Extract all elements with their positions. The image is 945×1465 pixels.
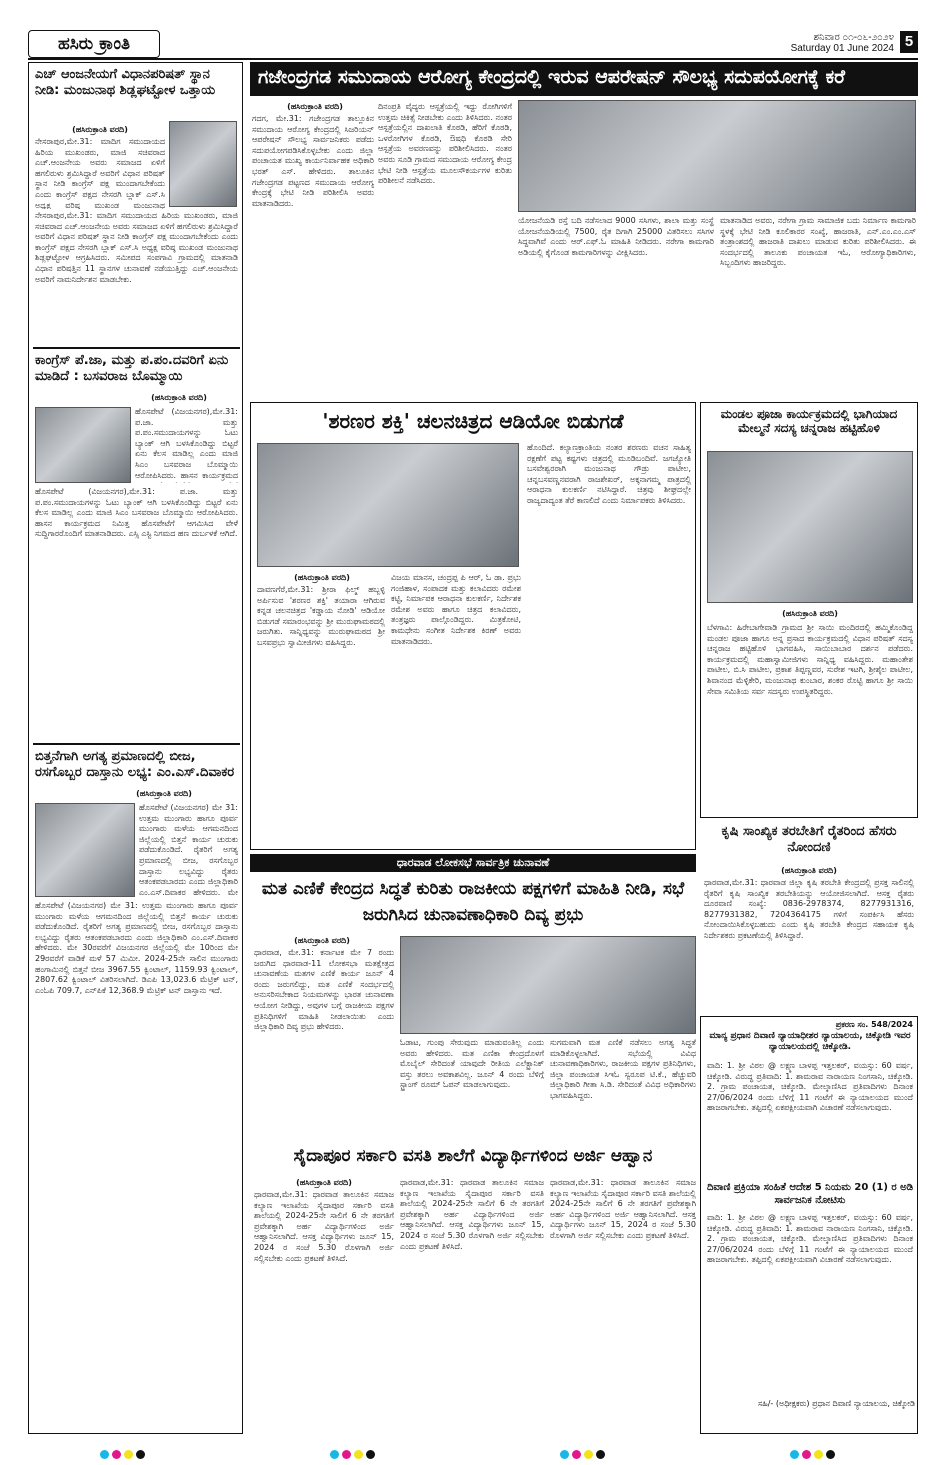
article-election-body-2: ಓಡಾಟ, ಗುಂಪು ಸೇರುವುದು ಮಾಡುವಂತಿಲ್ಲ ಎಂದು ಅವರು ಹೇಳಿದರು. ಮತ ಎಣಿಕಾ ಕೇಂದ್ರದೊಳಗೆ ಮೊಬೈಲ್ ಸೇರಿದಂತೆ ಯಾವುದೇ ರೀತಿಯ ಎಲೆಕ್ಟ್ರಾನಿಕ್ ವಸ್ತು ತರಲು ಅವಕಾಶವಿಲ್ಲ. ಜೂನ್ 4 ರಂದು ಬೆಳಿಗ್ಗೆ ಸ್ಟ್ರಾಂಗ್ ರೂಮ್ ಓಪನ್ ಮಾಡಲಾಗುವುದು. [400, 1038, 544, 1090]
masthead-date [791, 32, 894, 54]
black-dot [136, 1450, 145, 1459]
article-film-headline: 'ಶರಣರ ಶಕ್ತಿ' ಚಲನಚಿತ್ರದ ಆಡಿಯೋ ಬಿಡುಗಡೆ [322, 409, 624, 433]
case-number: ಪ್ರಕರಣ ಸಂ. 548/2024 [835, 1020, 913, 1029]
article-gajendragad-body-3: ಯೋಜನೆಯಡಿ ರಸ್ತೆ ಬದಿ ನಡೆಸಲಾದ 9000 ಸಸಿಗಳು, ಶಾಲಾ ಮತ್ತು ಸಂಸ್ಥೆ ಯೋಜನೆಯಡಿಯಲ್ಲಿ 7500, ರೈತ ದಿಗಾಗಿ 25000 ವಿತರಿಸಲು ಸಸಿಗಳ ಸಿದ್ದವಾಗಿವೆ ಎಂದು ಆರ್.ಎಫ್.ಓ ಮಾಹಿತಿ ನೀಡಿದರು. ನರೇಗಾ ಕಾಮಗಾರಿ ಅಡಿಯಲ್ಲಿ ಕೈಗೊಂಡ ಕಾಮಗಾರಿಗಳನ್ನು ವೀಕ್ಷಿಸಿದರು. [518, 216, 714, 257]
yellow-dot [814, 1450, 823, 1459]
article-seed-byline: (ಹಸಿರುಕ್ರಾಂತಿ ವರದಿ) [136, 789, 192, 798]
color-registration-marks [560, 1450, 605, 1459]
article-seed-headline: ಬಿತ್ತನೆಗಾಗಿ ಅಗತ್ಯ ಪ್ರಮಾಣದಲ್ಲಿ ಬೀಜ, ರಸಗೊಬ್ಬರ ದಾಸ್ತಾನು ಲಭ್ಯ: ಎಂ.ಎಸ್.ದಿವಾಕರ [35, 749, 235, 780]
yellow-dot [354, 1450, 363, 1459]
article-election-kicker: ಧಾರವಾಡ ಲೋಕಸಭೆ ಸಾರ್ವತ್ರಿಕ ಚುನಾವಣೆ [250, 854, 696, 872]
date-english: Saturday 01 June 2024 [790, 43, 894, 54]
article-gajendragad-byline: (ಹಸಿರುಕ್ರಾಂತಿ ವರದಿ) [287, 102, 343, 111]
cyan-dot [790, 1450, 799, 1459]
article-anjaneya-body-cont: ನೇಸರಾಪುರ,ಮೇ.31: ಮಾದಿಗ ಸಮುದಾಯದ ಹಿರಿಯ ಮುಖಂಡರು, ಮಾಜಿ ಸಚಿವರಾದ ಎಚ್.ಆಂಜನೇಯ ಅವರು ಸಮಾಜದ ಏಳಿಗೆ ಹಗಲಿರುಳು ಶ್ರಮಿಸಿದ್ದಾರೆ ಅವರಿಗೆ ವಿಧಾನ ಪರಿಷತ್ ಸ್ಥಾನ ನೀಡಿ ಕಾಂಗ್ರೆಸ್ ಪಕ್ಷ ಮುಂದಾಗಬೇಕೆಂದು ಎಂದು ಕಾಂಗ್ರೆಸ್ ಪಕ್ಷದ ನೇಸರಗಿ ಬ್ಲಾಕ್ ಎಸ್.ಸಿ ಅಧ್ಯಕ್ಷ ವರಿಷ್ಠ ಮುಖಂಡ ಮಂಜುನಾಥ ಶಿಡ್ಲಘಟ್ಟೋಳ ಆಗ್ರಹಿಸಿದರು. ಸಮೀಪದ ಸಂಪಗಾವಿ ಗ್ರಾಮದಲ್ಲಿ ಮಾತನಾಡಿ ವಿಧಾನ ಪರಿಷತ್ತಿನ 11 ಸ್ಥಾನಗಳ ಚುನಾವಣೆ ನಡೆಯುತ್ತಿದ್ದು ಎಚ್.ಆಂಜನೇಯ ಅವರಿಗೆ ನಾಮನಿರ್ದೇಶನ ಮಾಡಬೇಕು. [35, 211, 238, 284]
article-hostel-headline: ಸೈದಾಪೂರ ಸರ್ಕಾರಿ ವಸತಿ ಶಾಲೆಗೆ ವಿದ್ಯಾರ್ಥಿಗಳಿಂದ ಅರ್ಜಿ ಆಹ್ವಾನ [293, 1146, 653, 1166]
election-meeting-photo [400, 936, 696, 1034]
article-anjaneya-headline: ಎಚ್ ಆಂಜನೇಯಗೆ ವಿಧಾನಪರಿಷತ್ ಸ್ಥಾನ ನೀಡಿ: ಮಂಜುನಾಥ ಶಿಡ್ಲಘಟ್ಟೋಳ ಒತ್ತಾಯ [35, 67, 216, 98]
court-notice-parties: ವಾದಿ: 1. ಶ್ರೀ ವಿಠಲ @ ಲಕ್ಷ್ಮಣ ಬಾಳಪ್ಪ ಇತ್ತಲಕರ್, ವಯಸ್ಸು: 60 ವರ್ಷ, ಚಿಕ್ಕೋಡಿ. ವಿರುದ್ಧ ಪ್ರತಿವಾದಿ: 1. ಶಾಮರಾವ ನಾರಾಯಣ ನಿಂಗಸಾನಿ, ಚಿಕ್ಕೋಡಿ. 2. ಗ್ರಾಮ ಪಂಚಾಯತ, ಚಿಕ್ಕೋಡಿ. ಮೇಲ್ಕಾಣಿಸಿದ ಪ್ರತಿವಾದಿಗಳು ದಿನಾಂಕ 27/06/2024 ರಂದು ಬೆಳಿಗ್ಗೆ 11 ಗಂಟೆಗೆ ಈ ನ್ಯಾಯಾಲಯದ ಮುಂದೆ ಹಾಜರಾಗಬೇಕು. ತಪ್ಪಿದಲ್ಲಿ ಏಕಪಕ್ಷೀಯವಾಗಿ ವಿಚಾರಣೆ ನಡೆಸಲಾಗುವುದು. [707, 1061, 913, 1113]
divider [33, 743, 240, 745]
divider [33, 347, 240, 349]
article-hostel [250, 1142, 696, 1434]
article-bommai-body: ಹೊಸಪೇಟೆ (ವಿಜಯನಗರ),ಮೇ.31: ಪ.ಜಾ. ಮತ್ತು ಪ.ಪಂ.ಸಮುದಾಯಗಳನ್ನು ಓಟು ಬ್ಯಾಂಕ್ ಆಗಿ ಬಳಸಿಕೊಂಡಿದ್ದು ಬಿಟ್ಟರೆ ಏನು ಕೆಲಸ ಮಾಡಿಲ್ಲ ಎಂದು ಮಾಜಿ ಸಿಎಂ ಬಸವರಾಜ ಬೊಮ್ಮಾಯಿ ಆರೋಪಿಸಿದರು. ಹಾಸನ ಕಾರ್ಯಕ್ರಮದ [135, 407, 238, 480]
article-election-byline: (ಹಸಿರುಕ್ರಾಂತಿ ವರದಿ) [294, 936, 350, 945]
banner-headline: ಗಜೇಂದ್ರಗಡ ಸಮುದಾಯ ಆರೋಗ್ಯ ಕೇಂದ್ರದಲ್ಲಿ ಇರುವ ಆಪರೇಷನ್ ಸೌಲಭ್ಯ ಸದುಪಯೋಗಕ್ಕೆ ಕರೆ [250, 62, 918, 96]
article-election [250, 854, 696, 1138]
black-dot [366, 1450, 375, 1459]
article-film-body-1: ದಾವಣಗೆರೆ,ಮೇ.31: ಶ್ರೀರಾ ಫಿಲ್ಮ್ ಹಬ್ಬಳ್ಳಿ ಅರ್ಪಿಸುವ 'ಶರಣರ ಶಕ್ತಿ' ತಯಾರಾ ಆಗಿರುವ ಕನ್ನಡ ಚಲನಚಿತ್ರದ 'ಕಡ್ಡಾಯ ನೋಡಿ' ಆಡಿಯೋ ಬಿಡುಗಡೆ ಸಮಾರಂಭವನ್ನು ಶ್ರೀ ಮುರುಘಾಮಠದಲ್ಲಿ ಜರುಗಿತು. ಸಾನ್ನಿಧ್ಯವನ್ನು ಮುರುಘಾಮಠದ ಶ್ರೀ ಬಸವಪ್ರಭು ಸ್ವಾಮೀಜಿಗಳು ವಹಿಸಿದ್ದರು. [257, 585, 385, 647]
health-centre-group-photo [518, 100, 916, 212]
color-registration-marks [100, 1450, 145, 1459]
article-hostel-body-1: ಧಾರವಾಡ,ಮೇ.31: ಧಾರವಾಡ ತಾಲೂಕಿನ ಸಮಾಜ ಕಲ್ಯಾಣ ಇಲಾಖೆಯ ಸೈದಾಪೂರ ಸರ್ಕಾರಿ ವಸತಿ ಶಾಲೆಯಲ್ಲಿ 2024-25ನೇ ಸಾಲಿಗೆ 6 ನೇ ತರಗತಿಗೆ ಪ್ರವೇಶಕ್ಕಾಗಿ ಅರ್ಹ ವಿದ್ಯಾರ್ಥಿಗಳಿಂದ ಅರ್ಜಿ ಆಹ್ವಾನಿಸಲಾಗಿದೆ. ಆಸಕ್ತ ವಿದ್ಯಾರ್ಥಿಗಳು ಜೂನ್ 15, 2024 ರ ಸಂಜೆ 5.30 ರೊಳಗಾಗಿ ಅರ್ಜಿ ಸಲ್ಲಿಸಬೇಕು ಎಂದು ಪ್ರಕಟಣೆ ತಿಳಿಸಿದೆ. [254, 1190, 394, 1263]
bommai-photo [35, 407, 131, 483]
article-film [250, 402, 696, 850]
left-column [28, 62, 243, 1434]
article-mandala-byline: (ಹಸಿರುಕ್ರಾಂತಿ ವರದಿ) [782, 609, 838, 618]
article-election-body-3: ಸುಗಮವಾಗಿ ಮತ ಎಣಿಕೆ ನಡೆಸಲು ಅಗತ್ಯ ಸಿದ್ಧತೆ ಮಾಡಿಕೊಳ್ಳಲಾಗಿದೆ. ಸಭೆಯಲ್ಲಿ ವಿವಿಧ ಚುನಾವಣಾಧಿಕಾರಿಗಳು, ರಾಜಕೀಯ ಪಕ್ಷಗಳ ಪ್ರತಿನಿಧಿಗಳು, ಜಿಲ್ಲಾ ಪಂಚಾಯತ ಸಿಇಓ ಸ್ವರೂಪ ಟಿ.ಕೆ., ಹೆಚ್ಚುವರಿ ಜಿಲ್ಲಾಧಿಕಾರಿ ಗೀತಾ ಸಿ.ಡಿ. ಸೇರಿದಂತೆ ವಿವಿಧ ಅಧಿಕಾರಿಗಳು ಭಾಗವಹಿಸಿದ್ದರು. [550, 1038, 696, 1100]
mandala-puja-photo [707, 451, 913, 603]
magenta-dot [112, 1450, 121, 1459]
article-seed-body: ಹೊಸಪೇಟೆ (ವಿಜಯನಗರ) ಮೇ 31: ಉತ್ತಮ ಮುಂಗಾರು ಹಾಗೂ ಪೂರ್ವ ಮುಂಗಾರು ಮಳೆಯ ಆಗಮನದಿಂದ ಜಿಲ್ಲೆಯಲ್ಲಿ ಬಿತ್ತನೆ ಕಾರ್ಯ ಚುರುಕು ಪಡೆದುಕೊಂಡಿದೆ. ರೈತರಿಗೆ ಅಗತ್ಯ ಪ್ರಮಾಣದಲ್ಲಿ ಬೀಜ, ರಸಗೊಬ್ಬರ ದಾಸ್ತಾನು ಲಭ್ಯವಿದ್ದು ರೈತರು ಆತಂಕಪಡಬಾರದು ಎಂದು ಜಿಲ್ಲಾಧಿಕಾರಿ ಎಂ.ಎಸ್.ದಿವಾಕರ ಹೇಳಿದರು. ಮೇ [139, 803, 238, 897]
court-name: ಮಾನ್ಯ ಪ್ರಧಾನ ದಿವಾಣಿ ನ್ಯಾಯಾಧೀಶರ ನ್ಯಾಯಾಲಯ, ಚಿಕ್ಕೋಡಿ ಇವರ ನ್ಯಾಯಾಲಯದಲ್ಲಿ ಚಿಕ್ಕೋಡಿ. [709, 1031, 911, 1052]
article-bommai-headline: ಕಾಂಗ್ರೆಸ್ ಪೆ.ಜಾ, ಮತ್ತು ಪ.ಪಂ.ದವರಿಗೆ ಏನು ಮಾಡಿದೆ : ಬಸವರಾಜ ಬೊಮ್ಮಾಯಿ [35, 353, 229, 384]
court-notice-order: ದಿವಾಣಿ ಪ್ರಕ್ರಿಯಾ ಸಂಹಿತೆ ಆದೇಶ 5 ನಿಯಮ 20 (1) ರ ಅಡಿ ಸಾರ್ವಜನಿಕ ನೋಟಿಸು [706, 1182, 914, 1206]
article-film-body-2: ವಿಜಯ ಮಾನಸ, ಚಂದ್ರಪ್ಪ ಪಿ ಆರ್, ಓ ಡಾ. ಪ್ರಭು ಗಂಜಿಹಾಳ, ಸಂಪಾದಕ ಮತ್ತು ಕಲಾವಿದರು ರಮೇಶ ಕಟ್ಟಿ, ನಿರ್ಮಾಪಕ ಆರಾಧನಾ ಕುಲಕರ್ಣಿ, ನಿರ್ದೇಶಕ ರಮೇಶ ಅವರು ಹಾಗೂ ಚಿತ್ರದ ಕಲಾವಿದರು, ತಂತ್ರಜ್ಞರು ಪಾಲ್ಗೊಂಡಿದ್ದರು. ಮಿತ್ರಕೋಟಿ, ಕಾಮಧೇನು ಸಂಗೀತ ನಿರ್ದೇಶಕ ಕಿರಣ್ ಅವರು ಮಾತನಾಡಿದರು. [391, 573, 521, 646]
article-bommai-byline: (ಹಸಿರುಕ್ರಾಂತಿ ವರದಿ) [151, 393, 207, 402]
color-registration-marks [330, 1450, 375, 1459]
court-notice-body: ವಾದಿ: 1. ಶ್ರೀ ವಿಠಲ @ ಲಕ್ಷ್ಮಣ ಬಾಳಪ್ಪ ಇತ್ತಲಕರ್, ವಯಸ್ಸು: 60 ವರ್ಷ, ಚಿಕ್ಕೋಡಿ. ವಿರುದ್ಧ ಪ್ರತಿವಾದಿ: 1. ಶಾಮರಾವ ನಾರಾಯಣ ನಿಂಗಸಾನಿ, ಚಿಕ್ಕೋಡಿ. 2. ಗ್ರಾಮ ಪಂಚಾಯತ, ಚಿಕ್ಕೋಡಿ. ಮೇಲ್ಕಾಣಿಸಿದ ಪ್ರತಿವಾದಿಗಳು ದಿನಾಂಕ 27/06/2024 ರಂದು ಬೆಳಿಗ್ಗೆ 11 ಗಂಟೆಗೆ ಈ ನ್ಯಾಯಾಲಯದ ಮುಂದೆ ಹಾಜರಾಗಬೇಕು. ತಪ್ಪಿದಲ್ಲಿ ಏಕಪಕ್ಷೀಯವಾಗಿ ವಿಚಾರಣೆ ನಡೆಸಲಾಗುವುದು. [707, 1213, 913, 1265]
article-agri [700, 822, 918, 1012]
color-registration-marks [790, 1450, 835, 1459]
magenta-dot [572, 1450, 581, 1459]
article-gajendragad [250, 98, 918, 398]
article-gajendragad-body-4: ಮಾತನಾಡಿದ ಅವರು, ನರೇಗಾ ಗ್ರಾಮ ಸಾಮಾಜಿಕ ಬದು ನಿರ್ಮಾಣ ಕಾಮಗಾರಿ ಸ್ಥಳಕ್ಕೆ ಭೇಟಿ ನೀಡಿ ಕೂಲಿಕಾರರ ಸಂಖ್ಯೆ, ಹಾಜರಾತಿ, ಎನ್.ಎಂ.ಎಂ.ಎಸ್ ತಂತ್ರಾಂಶದಲ್ಲಿ ಹಾಜರಾತಿ ದಾಖಲು ಮಾಡುವ ಕುರಿತು ಪರಿಶೀಲಿಸಿದರು. ಈ ಸಂದರ್ಭದಲ್ಲಿ ತಾಲೂಕು ಪಂಚಾಯತ ಇಓ, ಆರೋಗ್ಯಾಧಿಕಾರಿಗಳು, ಸಿಬ್ಬಂದಿಗಳು ಹಾಜರಿದ್ದರು. [720, 216, 916, 268]
masthead [28, 28, 918, 60]
article-bommai-body-cont: ಹೊಸಪೇಟೆ (ವಿಜಯನಗರ),ಮೇ.31: ಪ.ಜಾ. ಮತ್ತು ಪ.ಪಂ.ಸಮುದಾಯಗಳನ್ನು ಓಟು ಬ್ಯಾಂಕ್ ಆಗಿ ಬಳಸಿಕೊಂಡಿದ್ದು ಬಿಟ್ಟರೆ ಏನು ಕೆಲಸ ಮಾಡಿಲ್ಲ ಎಂದು ಮಾಜಿ ಸಿಎಂ ಬಸವರಾಜ ಬೊಮ್ಮಾಯಿ ಆರೋಪಿಸಿದರು. ಹಾಸನ ಕಾರ್ಯಕ್ರಮದ ನಿಮಿತ್ತ ಹೊಸಪೇಟೆಗೆ ಆಗಮಿಸಿದ ವೇಳೆ ಸುದ್ದಿಗಾರರೊಂದಿಗೆ ಮಾತನಾಡಿದರು. ಎಸ್ಸಿ ಎಸ್ಟಿ ನಿಗಮದ ಹಣ ದುರ್ಬಳಕೆ ಆಗಿದೆ. [35, 487, 238, 539]
cyan-dot [100, 1450, 109, 1459]
article-film-body-3: ಹೊಂದಿದೆ. ಕಲ್ಯಾಣಕ್ರಾಂತಿಯ ನಂತರ ಶರಣರು ವಚನ ಸಾಹಿತ್ಯ ರಕ್ಷಣೆಗೆ ಪಟ್ಟ ಕಷ್ಟಗಳು ಚಿತ್ರದಲ್ಲಿ ಮೂಡಿಬಂದಿವೆ. ಜಗಜ್ಯೋತಿ ಬಸವೇಶ್ವರರಾಗಿ ಮಂಜುನಾಥ ಗೌಡ್ರು ಪಾಟೀಲ, ಚನ್ನಬಸವಣ್ಣನವರಾಗಿ ರಾಜಶೇಖರ್, ಅಕ್ಕನಾಗಮ್ಮ ಪಾತ್ರದಲ್ಲಿ ಆರಾಧನಾ ಕುಲಕರ್ಣಿ ನಟಿಸಿದ್ದಾರೆ. ಚಿತ್ರವು ಶೀಘ್ರದಲ್ಲೇ ರಾಜ್ಯದಾದ್ಯಂತ ತೆರೆ ಕಾಣಲಿದೆ ಎಂದು ನಿರ್ಮಾಪಕರು ತಿಳಿಸಿದರು. [527, 443, 691, 505]
black-dot [596, 1450, 605, 1459]
film-launch-photo [257, 443, 519, 567]
yellow-dot [124, 1450, 133, 1459]
article-anjaneya-body: ನೇಸರಾಪುರ,ಮೇ.31: ಮಾದಿಗ ಸಮುದಾಯದ ಹಿರಿಯ ಮುಖಂಡರು, ಮಾಜಿ ಸಚಿವರಾದ ಎಚ್.ಆಂಜನೇಯ ಅವರು ಸಮಾಜದ ಏಳಿಗೆ ಹಗಲಿರುಳು ಶ್ರಮಿಸಿದ್ದಾರೆ ಅವರಿಗೆ ವಿಧಾನ ಪರಿಷತ್ ಸ್ಥಾನ ನೀಡಿ ಕಾಂಗ್ರೆಸ್ ಪಕ್ಷ ಮುಂದಾಗಬೇಕೆಂದು ಎಂದು ಕಾಂಗ್ರೆಸ್ ಪಕ್ಷದ ನೇಸರಗಿ ಬ್ಲಾಕ್ ಎಸ್.ಸಿ ಅಧ್ಯಕ್ಷ ವರಿಷ್ಠ ಮುಖಂಡ ಮಂಜುನಾಥ [35, 137, 165, 209]
magenta-dot [342, 1450, 351, 1459]
article-election-body-1: ಧಾರವಾಡ, ಮೇ.31: ಕರ್ನಾಟಕ ಮೇ 7 ರಂದು ಜರುಗಿದ ಧಾರವಾಡ-11 ಲೋಕಸಭಾ ಮತಕ್ಷೇತ್ರದ ಚುನಾವಣೆಯ ಮತಗಳ ಎಣಿಕೆ ಕಾರ್ಯ ಜೂನ್ 4 ರಂದು ಜರುಗಲಿದ್ದು, ಮತ ಎಣಿಕೆ ಸಂದರ್ಭದಲ್ಲಿ ಅನುಸರಿಸಬೇಕಾದ ನಿಯಮಗಳನ್ನು ಭಾರತ ಚುನಾವಣಾ ಆಯೋಗ ನೀಡಿದ್ದು, ಅವುಗಳ ಬಗ್ಗೆ ರಾಜಕೀಯ ಪಕ್ಷಗಳ ಪ್ರತಿನಿಧಿಗಳಿಗೆ ಮಾಹಿತಿ ನೀಡಲಾಯಿತು ಎಂದು ಜಿಲ್ಲಾಧಿಕಾರಿ ದಿವ್ಯ ಪ್ರಭು ಹೇಳಿದರು. [254, 948, 394, 1032]
article-hostel-body-3: ಧಾರವಾಡ,ಮೇ.31: ಧಾರವಾಡ ತಾಲೂಕಿನ ಸಮಾಜ ಕಲ್ಯಾಣ ಇಲಾಖೆಯ ಸೈದಾಪೂರ ಸರ್ಕಾರಿ ವಸತಿ ಶಾಲೆಯಲ್ಲಿ 2024-25ನೇ ಸಾಲಿಗೆ 6 ನೇ ತರಗತಿಗೆ ಪ್ರವೇಶಕ್ಕಾಗಿ ಅರ್ಹ ವಿದ್ಯಾರ್ಥಿಗಳಿಂದ ಅರ್ಜಿ ಆಹ್ವಾನಿಸಲಾಗಿದೆ. ಆಸಕ್ತ ವಿದ್ಯಾರ್ಥಿಗಳು ಜೂನ್ 15, 2024 ರ ಸಂಜೆ 5.30 ರೊಳಗಾಗಿ ಅರ್ಜಿ ಸಲ್ಲಿಸಬೇಕು ಎಂದು ಪ್ರಕಟಣೆ ತಿಳಿಸಿದೆ. [550, 1178, 696, 1240]
person-photo [169, 121, 237, 207]
article-agri-headline: ಕೃಷಿ ಸಾಂಖ್ಯಿಕ ತರಬೇತಿಗೆ ರೈತರಿಂದ ಹೆಸರು ನೋಂದಣಿ [721, 824, 897, 855]
black-dot [826, 1450, 835, 1459]
article-gajendragad-body-2: ದಿನಂಪ್ರತಿ ವೈದ್ಯರು ಆಸ್ಪತ್ರೆಯಲ್ಲಿ ಇದ್ದು ರೋಗಿಗಳಿಗೆ ಉತ್ತಮ ಚಿಕಿತ್ಸೆ ನೀಡಬೇಕು ಎಂದು ತಿಳಿಸಿದರು. ನಂತರ ಆಸ್ಪತ್ರೆಯಲ್ಲಿನ ದಾಖಲಾತಿ ಕೊಠಡಿ, ಹೆರಿಗೆ ಕೊಠಡಿ, ಒಳರೋಗಿಗಳ ಕೊಠಡಿ, ಔಷಧಿ ಕೊಠಡಿ ಸೇರಿ ಆಸ್ಪತ್ರೆಯ ಅವರಣವನ್ನು ಪರಿಶೀಲಿಸಿದರು. ನಂತರ ಅವರು ಸೂಡಿ ಗ್ರಾಮದ ಸಮುದಾಯ ಆರೋಗ್ಯ ಕೇಂದ್ರ ಭೇಟಿ ನೀಡಿ ಆಸ್ಪತ್ರೆಯ ಮೂಲಸೌಕರ್ಯಗಳ ಕುರಿತು ಪರಿಶೀಲನೆ ನಡೆಸಿದರು. [378, 102, 512, 186]
article-gajendragad-body-1: ಗದಗ, ಮೇ.31: ಗಜೇಂದ್ರಗಡ ತಾಲ್ಲೂಕಿನ ಸಮುದಾಯ ಆರೋಗ್ಯ ಕೇಂದ್ರದಲ್ಲಿ ಸಿಜರಿಯನ್ ಆಪರೇಷನ್ ಸೌಲಭ್ಯ ಸಾರ್ವಜನಿಕರು ಪಡೆದು ಸದುಪಯೋಗಪಡಿಸಿಕೊಳ್ಳಬೇಕು ಎಂದು ಜಿಲ್ಲಾ ಪಂಚಾಯತ ಮುಖ್ಯ ಕಾರ್ಯನಿರ್ವಾಹಕ ಅಧಿಕಾರಿ ಭರತ್ ಎಸ್. ಹೇಳಿದರು. ತಾಲೂಕಿನ ಗಜೇಂದ್ರಗಡ ಪಟ್ಟಣದ ಸಮುದಾಯ ಆರೋಗ್ಯ ಕೇಂದ್ರಕ್ಕೆ ಭೇಟಿ ನೀಡಿ ಪರಿಶೀಲಿಸಿ ಅವರು ಮಾತನಾಡಿದರು. [252, 114, 374, 208]
court-notice [700, 1016, 918, 1434]
court-notice-signature: ಸಹಿ/- (ಅಧೀಕ್ಷಕರು) ಪ್ರಧಾನ ದಿವಾಣಿ ನ್ಯಾಯಾಲಯ, ಚಿಕ್ಕೋಡಿ [757, 1399, 915, 1408]
article-anjaneya-byline: (ಹಸಿರುಕ್ರಾಂತಿ ವರದಿ) [72, 125, 128, 134]
article-agri-byline: (ಹಸಿರುಕ್ರಾಂತಿ ವರದಿ) [781, 866, 837, 875]
article-hostel-byline: (ಹಸಿರುಕ್ರಾಂತಿ ವರದಿ) [296, 1178, 352, 1187]
article-film-byline: (ಹಸಿರುಕ್ರಾಂತಿ ವರದಿ) [294, 573, 350, 582]
date-kannada: ಶನಿವಾರ ೦೧-೦೬-೨೦೨೪ [813, 32, 894, 43]
cyan-dot [560, 1450, 569, 1459]
yellow-dot [584, 1450, 593, 1459]
newspaper-name: ಹಸಿರು ಕ್ರಾಂತಿ [28, 30, 160, 58]
article-election-headline: ಮತ ಎಣಿಕೆ ಕೇಂದ್ರದ ಸಿದ್ಧತೆ ಕುರಿತು ರಾಜಕೀಯ ಪಕ್ಷಗಳಿಗೆ ಮಾಹಿತಿ ನೀಡಿ, ಸಭೆ ಜರುಗಿಸಿದ ಚುನಾವಣಾಧಿಕಾರಿ ದಿವ್ಯ ಪ್ರಭು [261, 879, 685, 925]
article-seed-body-cont: ಹೊಸಪೇಟೆ (ವಿಜಯನಗರ) ಮೇ 31: ಉತ್ತಮ ಮುಂಗಾರು ಹಾಗೂ ಪೂರ್ವ ಮುಂಗಾರು ಮಳೆಯ ಆಗಮನದಿಂದ ಜಿಲ್ಲೆಯಲ್ಲಿ ಬಿತ್ತನೆ ಕಾರ್ಯ ಚುರುಕು ಪಡೆದುಕೊಂಡಿದೆ. ರೈತರಿಗೆ ಅಗತ್ಯ ಪ್ರಮಾಣದಲ್ಲಿ ಬೀಜ, ರಸಗೊಬ್ಬರ ದಾಸ್ತಾನು ಲಭ್ಯವಿದ್ದು ರೈತರು ಆತಂಕಪಡಬಾರದು ಎಂದು ಜಿಲ್ಲಾಧಿಕಾರಿ ಎಂ.ಎಸ್.ದಿವಾಕರ ಹೇಳಿದರು. ಮೇ 30ರವರೆಗೆ ವಿಜಯನಗರ ಜಿಲ್ಲೆಯಲ್ಲಿ ಮೇ 10ರಿಂದ ಮೇ 29ರವರೆಗೆ ವಾಡಿಕೆ ಮಳೆ 57 ಮಿಮೀ. 2024-25ನೇ ಸಾಲಿನ ಮುಂಗಾರು ಹಂಗಾಮಿನಲ್ಲಿ ಬಿತ್ತನೆ ಬೀಜ 3967.55 ಕ್ವಿಂಟಾಲ್, 1159.93 ಕ್ವಿಂಟಾಲ್, 2807.62 ಕ್ವಿಂಟಾಲ್ ವಿತರಿಸಲಾಗಿದೆ. ಡಿಎಪಿ 13,023.6 ಮೆಟ್ರಿಕ್ ಟನ್, ಎಂಓಪಿ 709.7, ಎನ್‌ಪಿಕೆ 12,368.9 ಮೆಟ್ರಿಕ್ ಟನ್ ದಾಸ್ತಾನು ಇದೆ. [35, 901, 238, 995]
article-mandala-headline: ಮಂಡಲ ಪೂಜಾ ಕಾರ್ಯಕ್ರಮದಲ್ಲಿ ಭಾಗಿಯಾದ ಮೇಲ್ಮನೆ ಸದಸ್ಯ ಚನ್ನರಾಜ ಹಟ್ಟಿಹೊಳಿ [720, 407, 898, 436]
article-mandala [700, 402, 918, 818]
article-mandala-body: ಬೆಳಗಾವಿ: ಹಿರೇಬಾಗೇವಾಡಿ ಗ್ರಾಮದ ಶ್ರೀ ಸಾಯಿ ಮಂದಿರದಲ್ಲಿ ಹಮ್ಮಿಕೊಂಡಿದ್ದ ಮಂಡಲ ಪೂಜಾ ಹಾಗೂ ಅನ್ನ ಪ್ರಸಾದ ಕಾರ್ಯಕ್ರಮದಲ್ಲಿ ವಿಧಾನ ಪರಿಷತ್ ಸದಸ್ಯ ಚನ್ನರಾಜ ಹಟ್ಟಿಹೊಳಿ ಭಾಗವಹಿಸಿ, ಸಾಯಿಬಾಬಾರ ದರ್ಶನ ಪಡೆದರು. ಕಾರ್ಯಕ್ರಮದಲ್ಲಿ ಮಹಾಸ್ವಾಮೀಜಿಗಳು ಸಾನ್ನಿಧ್ಯ ವಹಿಸಿದ್ದರು. ಮಹಾಂತೇಶ ಪಾಟೀಲ, ಬಿ.ಸಿ ಪಾಟೀಲ, ಪ್ರಕಾಶ ತಿಪ್ಪಣ್ಣವರ, ಸುರೇಶ ಇಟಗಿ, ಶ್ರೀಶೈಲ ಪಾಟೀಲ, ಶಿವಾನಂದ ಮೆಳ್ಳಿಕೇರಿ, ಮಂಜುನಾಥ ಕುಂಬಾರ, ಶಂಕರ ರೊಟ್ಟಿ ಹಾಗೂ ಶ್ರೀ ಸಾಯಿ ಸೇವಾ ಸಮಿತಿಯ ಸರ್ವ ಸದಸ್ಯರು ಉಪಸ್ಥಿತರಿದ್ದರು. [707, 623, 913, 696]
magenta-dot [802, 1450, 811, 1459]
cyan-dot [330, 1450, 339, 1459]
page-number: 5 [900, 31, 918, 53]
article-agri-body: ಧಾರವಾಡ,ಮೇ.31: ಧಾರವಾಡ ಜಿಲ್ಲಾ ಕೃಷಿ ತರಬೇತಿ ಕೇಂದ್ರದಲ್ಲಿ ಪ್ರಸಕ್ತ ಸಾಲಿನಲ್ಲಿ ರೈತರಿಗೆ ಕೃಷಿ ಸಾಂಖ್ಯಿಕ ತರಬೇತಿಯನ್ನು ಆಯೋಜಿಸಲಾಗಿದೆ. ಆಸಕ್ತ ರೈತರು ದೂರವಾಣಿ ಸಂಖ್ಯೆ: 0836-2978374, 8277931316, 8277931382, 7204364175 ಗಳಿಗೆ ಸಂಪರ್ಕಿಸಿ ಹೆಸರು ನೋಂದಾಯಿಸಿಕೊಳ್ಳಬಹುದು ಎಂದು ಕೃಷಿ ತರಬೇತಿ ಕೇಂದ್ರದ ಸಹಾಯಕ ಕೃಷಿ ನಿರ್ದೇಶಕರು ಪ್ರಕಟಣೆಯಲ್ಲಿ ತಿಳಿಸಿದ್ದಾರೆ. [704, 878, 914, 940]
article-hostel-body-2: ಧಾರವಾಡ,ಮೇ.31: ಧಾರವಾಡ ತಾಲೂಕಿನ ಸಮಾಜ ಕಲ್ಯಾಣ ಇಲಾಖೆಯ ಸೈದಾಪೂರ ಸರ್ಕಾರಿ ವಸತಿ ಶಾಲೆಯಲ್ಲಿ 2024-25ನೇ ಸಾಲಿಗೆ 6 ನೇ ತರಗತಿಗೆ ಪ್ರವೇಶಕ್ಕಾಗಿ ಅರ್ಹ ವಿದ್ಯಾರ್ಥಿಗಳಿಂದ ಅರ್ಜಿ ಆಹ್ವಾನಿಸಲಾಗಿದೆ. ಆಸಕ್ತ ವಿದ್ಯಾರ್ಥಿಗಳು ಜೂನ್ 15, 2024 ರ ಸಂಜೆ 5.30 ರೊಳಗಾಗಿ ಅರ್ಜಿ ಸಲ್ಲಿಸಬೇಕು ಎಂದು ಪ್ರಕಟಣೆ ತಿಳಿಸಿದೆ. [400, 1178, 544, 1251]
collector-photo [35, 803, 135, 897]
